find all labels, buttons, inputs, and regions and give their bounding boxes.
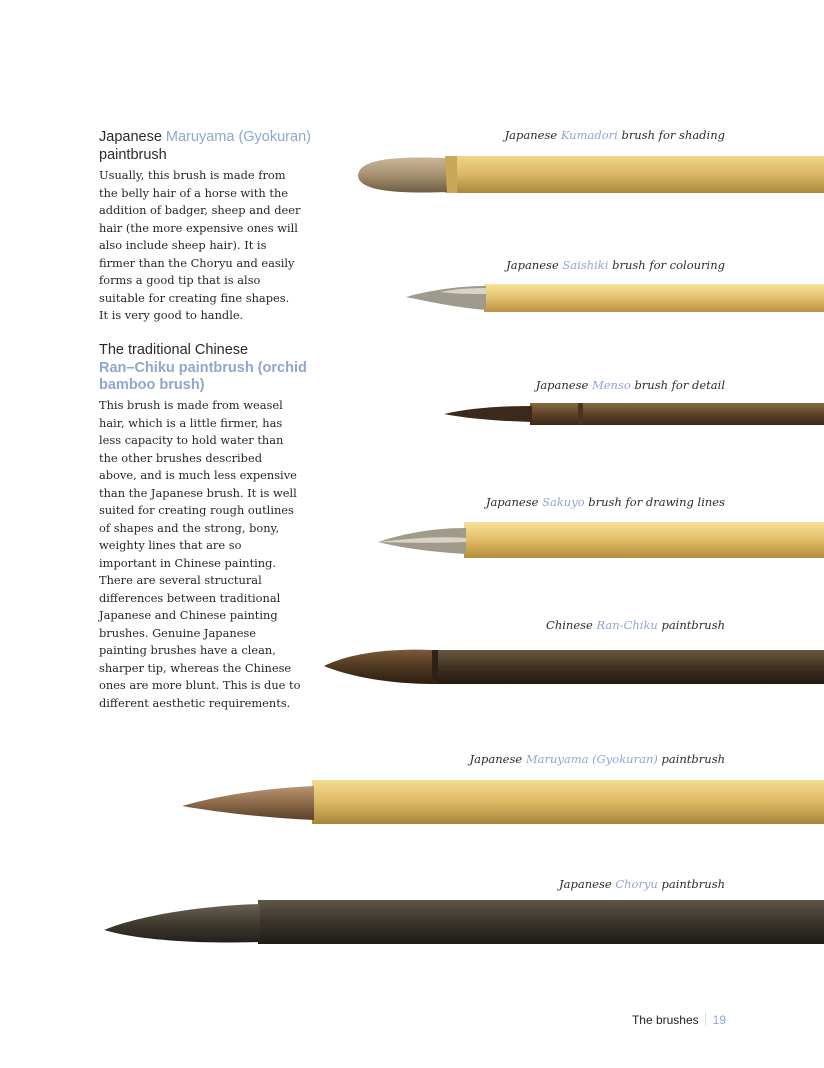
caption-name: Menso [591, 378, 631, 392]
ranchiku-brush-image [318, 642, 824, 690]
choryu-brush-image [98, 896, 824, 952]
caption-post: brush for colouring [612, 258, 725, 272]
title-highlight: Maruyama (Gyokuran) [165, 129, 311, 145]
section-title-maruyama [99, 129, 314, 164]
page-footer [632, 1013, 726, 1027]
caption-kumadori [505, 128, 725, 142]
title-plain: The traditional Chinese [99, 342, 249, 358]
title-plain: Japanese [99, 129, 162, 145]
caption-pre: Japanese [504, 128, 558, 142]
caption-pre: Japanese [535, 378, 589, 392]
caption-choryu [559, 877, 725, 891]
caption-pre: Japanese [559, 877, 612, 891]
kumadori-brush-image [350, 150, 824, 200]
title-suffix: paintbrush [99, 146, 167, 163]
sakuyo-brush-image [372, 518, 824, 562]
caption-sakuyo [486, 495, 725, 509]
caption-pre: Japanese [469, 752, 523, 766]
page-number: 19 [712, 1013, 726, 1027]
saishiki-brush-image [400, 280, 824, 316]
maruyama-brush-image [176, 776, 824, 826]
caption-post: paintbrush [661, 877, 725, 891]
caption-name: Choryu [615, 877, 658, 891]
caption-post: brush for detail [634, 378, 725, 392]
section-body-ranchiku: This brush is made from weasel hair, which is a little firmer, has less capacity to hold water than the other brushes described above, and is much less expensive than the Japanese brush. It is well suited for creating rough outlines of shapes and the strong, bony, weighty lines that are so important in Chinese painting. There are several structural differences between traditional Japanese and Chinese painting brushes. Genuine Japanese painting brushes have a clean, sharper tip, whereas the Chinese ones are more blunt. This is due to different aesthetic requirements. [99, 398, 301, 710]
caption-pre: Chinese [546, 618, 593, 632]
caption-pre: Japanese [485, 495, 539, 509]
footer-section-title: The brushes [631, 1013, 699, 1027]
section-title-ranchiku [99, 342, 314, 395]
caption-name: Ran-Chiku [596, 618, 658, 632]
caption-post: paintbrush [661, 752, 725, 766]
caption-ranchiku [546, 618, 725, 632]
section-body-maruyama: Usually, this brush is made from the belly hair of a horse with the addition of badger, sheep and deer hair (the more expensive ones will also include sheep hair). It is firmer than the Choryu and easily forms a good tip that is also suitable for creating fine shapes. It is very good to handle. [99, 168, 301, 322]
caption-name: Maruyama (Gyokuran) [525, 752, 658, 766]
caption-name: Saishiki [562, 258, 609, 272]
caption-name: Sakuyo [542, 495, 585, 509]
caption-maruyama [470, 752, 725, 766]
caption-saishiki [506, 258, 725, 272]
caption-post: brush for drawing lines [588, 495, 725, 509]
caption-name: Kumadori [560, 128, 618, 142]
caption-pre: Japanese [506, 258, 559, 272]
title-highlight: Ran–Chiku paintbrush (orchid bamboo brush) [99, 359, 307, 393]
caption-menso [536, 378, 725, 392]
menso-brush-image [440, 398, 824, 430]
caption-post: paintbrush [661, 618, 725, 632]
caption-post: brush for shading [621, 128, 725, 142]
footer-divider [705, 1013, 706, 1025]
